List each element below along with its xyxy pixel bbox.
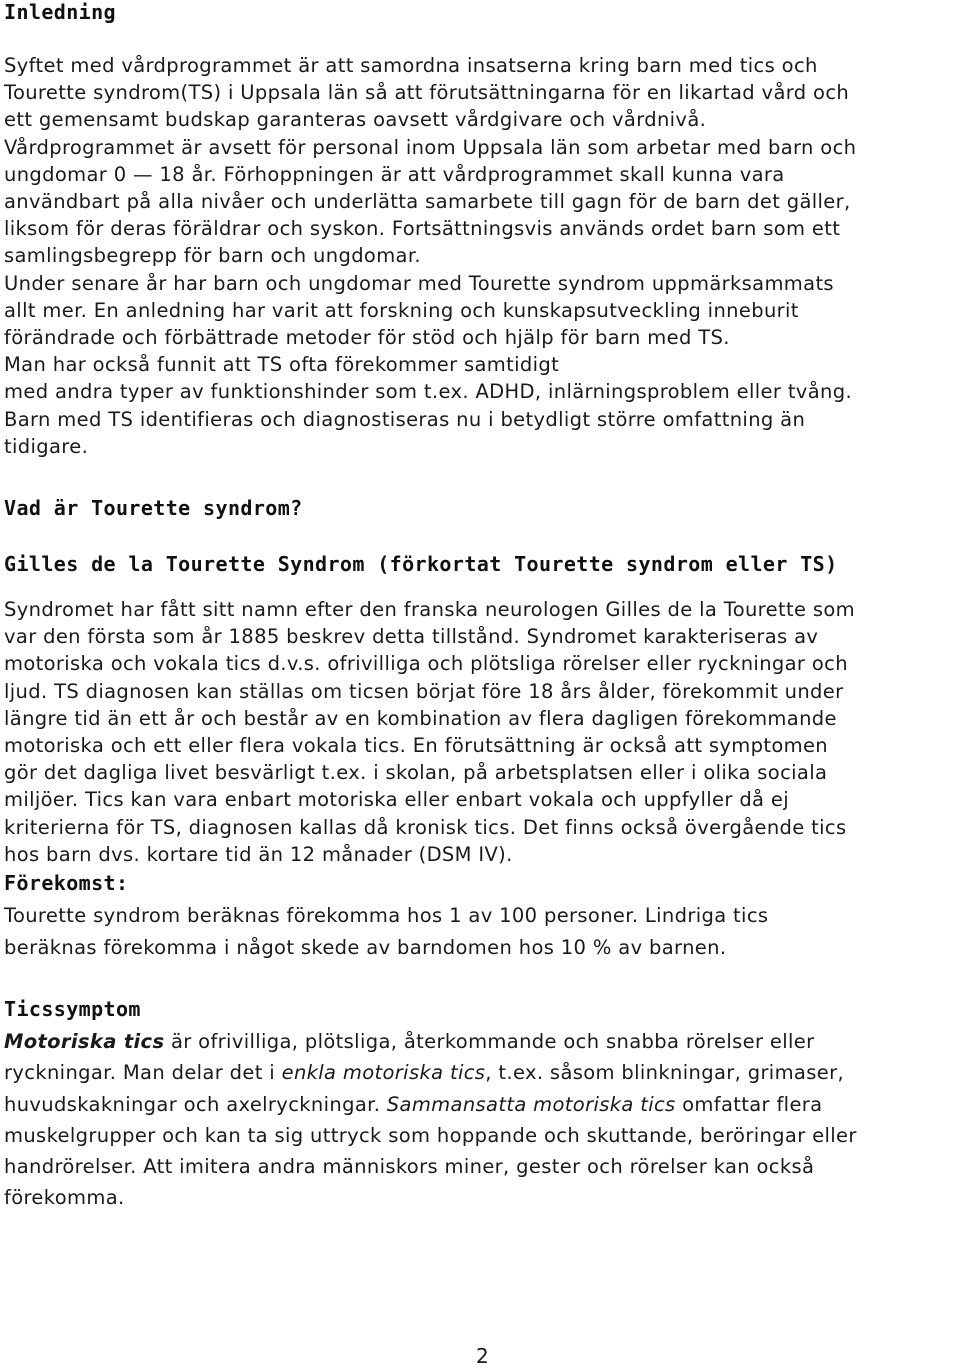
text-line: gör det dagliga livet besvärligt t.ex. i skolan, på arbetsplatsen eller i olika sociala	[4, 761, 828, 785]
text-line: liksom för deras föräldrar och syskon. Fortsättningsvis används ordet barn som ett	[4, 217, 841, 241]
heading-vad-ar-tourette: Vad är Tourette syndrom?	[4, 496, 303, 520]
text-run: är ofrivilliga, plötsliga, återkommande och snabba rörelser eller	[164, 1030, 815, 1053]
text-line: samlingsbegrepp för barn och ungdomar.	[4, 244, 421, 268]
text-run: , t.ex. såsom blinkningar, grimaser,	[485, 1061, 844, 1085]
text-line: längre tid än ett år och består av en kombination av flera dagligen förekommande	[4, 706, 837, 730]
text-line: förändrade och förbättrade metoder för stöd och hjälp för barn med TS.	[4, 326, 730, 350]
syndrome-paragraph	[4, 596, 956, 868]
text-line: användbart på alla nivåer och underlätta samarbete till gagn för de barn det gäller,	[4, 190, 851, 214]
forekomst-paragraph	[4, 900, 768, 964]
text-line: muskelgrupper och kan ta sig uttryck som hoppande och skuttande, beröringar eller	[4, 1123, 857, 1147]
text-line	[4, 1089, 857, 1120]
text-line: Man har också funnit att TS ofta förekommer samtidigt	[4, 353, 560, 377]
heading-inledning: Inledning	[4, 0, 116, 24]
text-line: förekomma.	[4, 1186, 125, 1210]
text-line: motoriska och ett eller flera vokala tics. En förutsättning är också att symptomen	[4, 734, 829, 758]
text-line: beräknas förekomma i något skede av barndomen hos 10 % av barnen.	[4, 936, 727, 959]
intro-paragraph	[4, 52, 956, 460]
text-line: Under senare år har barn och ungdomar med Tourette syndrom uppmärksammats	[4, 271, 834, 295]
text-line: Tourette syndrom(TS) i Uppsala län så att förutsättningarna för en likartad vård och	[4, 81, 850, 105]
text-line	[4, 1057, 857, 1088]
text-line: ett gemensamt budskap garanteras oavsett vårdgivare och vårdnivå.	[4, 108, 707, 132]
text-line: Syndromet har fått sitt namn efter den franska neurologen Gilles de la Tourette som	[4, 598, 855, 621]
text-run: huvudskakningar och axelryckningar.	[4, 1092, 387, 1116]
ticssymptom-paragraph	[4, 1026, 857, 1214]
text-line: Barn med TS identifieras och diagnostiseras nu i betydligt större omfattning än	[4, 407, 806, 431]
text-line	[4, 1026, 857, 1057]
text-line: Tourette syndrom beräknas förekomma hos 1 av 100 personer. Lindriga tics	[4, 904, 769, 927]
heading-gilles-de-la-tourette: Gilles de la Tourette Syndrom (förkortat Tourette syndrom eller TS)	[4, 552, 838, 576]
text-line: allt mer. En anledning har varit att forskning och kunskapsutveckling inneburit	[4, 298, 799, 322]
text-line: Syftet med vårdprogrammet är att samordna insatserna kring barn med tics och	[4, 54, 818, 77]
text-line: handrörelser. Att imitera andra människors miner, gester och rörelser kan också	[4, 1155, 815, 1179]
text-line: hos barn dvs. kortare tid än 12 månader (DSM IV).	[4, 842, 513, 866]
text-line: kriterierna för TS, diagnosen kallas då kronisk tics. Det finns också övergående tics	[4, 815, 847, 839]
term-motoriska-tics: Motoriska tics	[4, 1030, 165, 1053]
heading-ticssymptom: Ticssymptom	[4, 997, 141, 1021]
text-line: Vårdprogrammet är avsett för personal inom Uppsala län som arbetar med barn och	[4, 135, 857, 159]
text-line: tidigare.	[4, 434, 89, 458]
term-enkla-motoriska-tics: enkla motoriska tics	[281, 1061, 486, 1085]
heading-forekomst: Förekomst:	[4, 871, 129, 895]
text-line: miljöer. Tics kan vara enbart motoriska eller enbart vokala och uppfyller då ej	[4, 788, 790, 812]
text-run: ryckningar. Man delar det i	[4, 1061, 282, 1085]
term-sammansatta-motoriska-tics: Sammansatta motoriska tics	[386, 1092, 676, 1116]
text-line: ungdomar 0 — 18 år. Förhoppningen är att vårdprogrammet skall kunna vara	[4, 162, 785, 186]
text-line: motoriska och vokala tics d.v.s. ofrivilliga och plötsliga rörelser eller ryckningar och	[4, 652, 848, 676]
text-run: omfattar flera	[675, 1092, 823, 1116]
page-number: 2	[476, 1344, 489, 1368]
text-line: ljud. TS diagnosen kan ställas om ticsen börjat före 18 års ålder, förekommit under	[4, 679, 844, 703]
text-line: var den första som år 1885 beskrev detta tillstånd. Syndromet karakteriseras av	[4, 625, 819, 649]
text-line: med andra typer av funktionshinder som t.ex. ADHD, inlärningsproblem eller tvång.	[4, 380, 852, 404]
